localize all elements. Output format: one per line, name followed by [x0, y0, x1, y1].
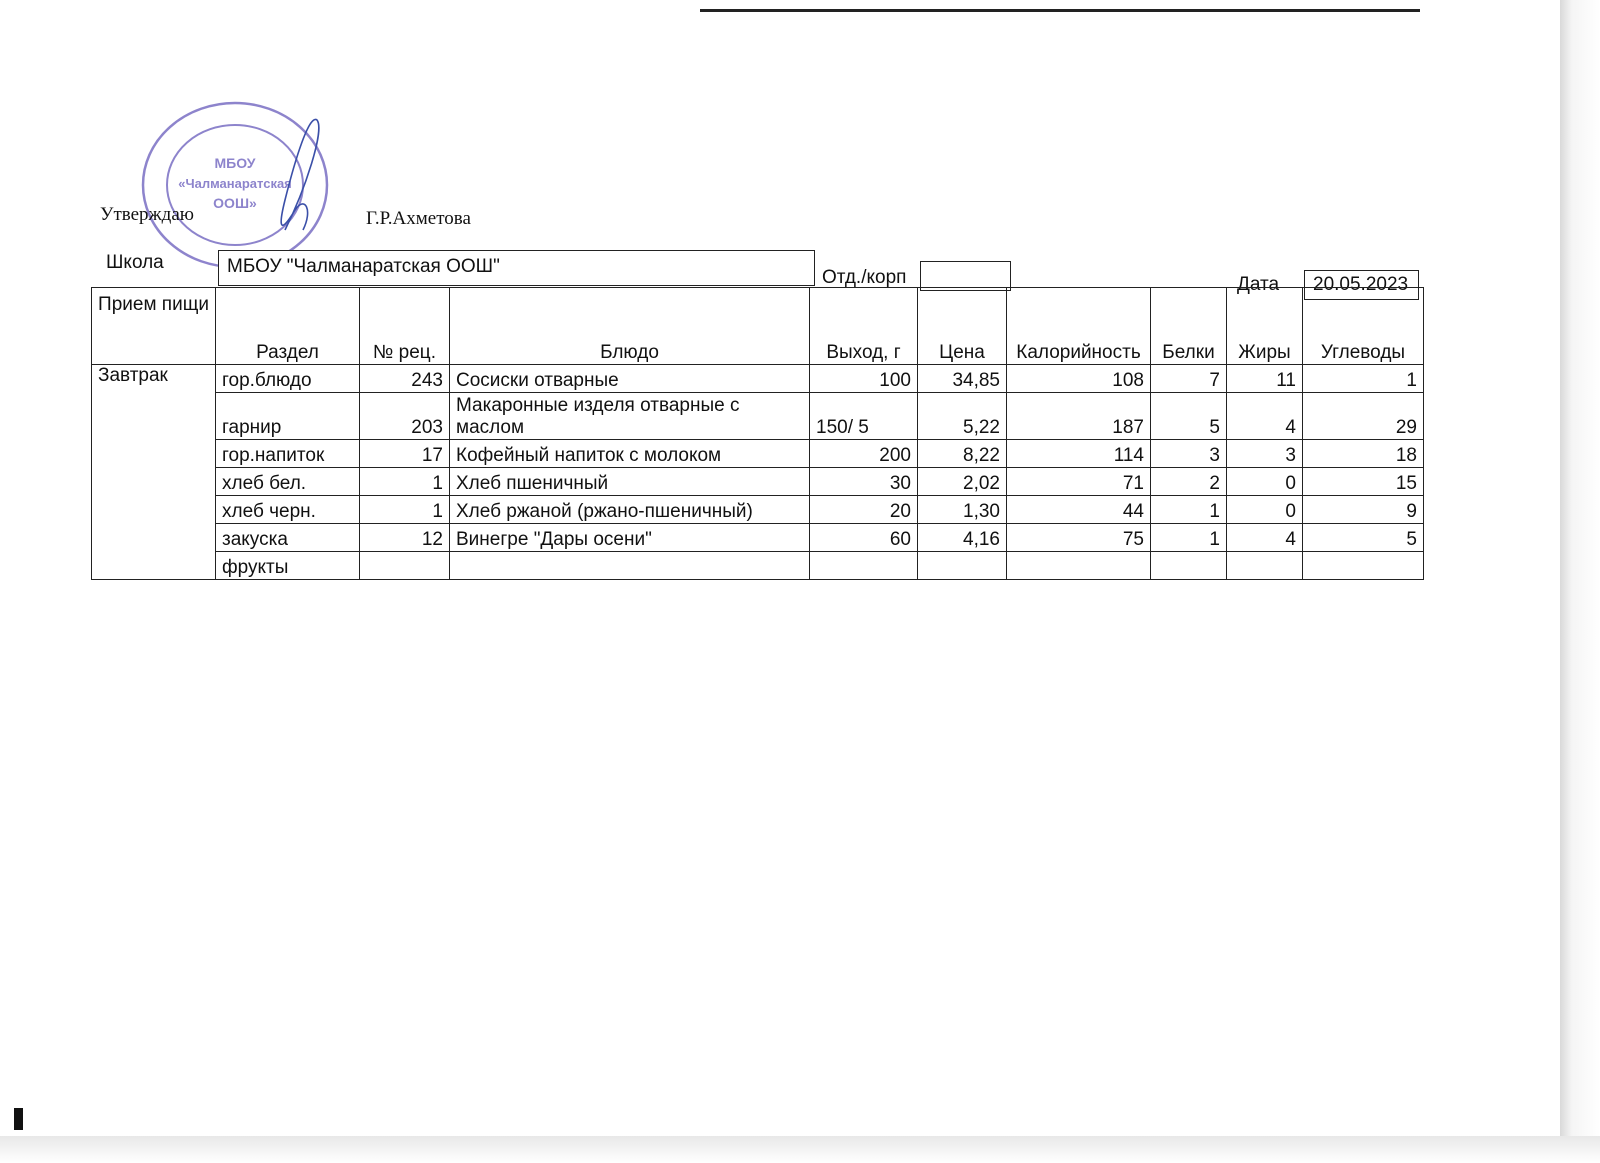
carbs-cell: 15: [1303, 468, 1424, 496]
header-carbs: Углеводы: [1303, 288, 1424, 365]
header-price: Цена: [918, 288, 1007, 365]
menu-table: [91, 287, 1424, 580]
table-row: [92, 365, 1424, 393]
price-cell: 1,30: [918, 496, 1007, 524]
recipe-cell: 12: [360, 524, 450, 552]
dish-cell: Макаронные изделя отварные с маслом: [450, 393, 810, 440]
protein-cell: 2: [1151, 468, 1227, 496]
output-cell: [810, 552, 918, 580]
dish-cell: Кофейный напиток с молоком: [450, 440, 810, 468]
header-recipe: № рец.: [360, 288, 450, 365]
carbs-cell: 9: [1303, 496, 1424, 524]
calories-cell: 108: [1007, 365, 1151, 393]
protein-cell: 1: [1151, 524, 1227, 552]
stamp-line-1: МБОУ: [214, 155, 256, 171]
fat-cell: 4: [1227, 393, 1303, 440]
table-header-row: [92, 288, 1424, 365]
date-field: 20.05.2023: [1304, 270, 1419, 300]
table-row: [92, 552, 1424, 580]
fat-cell: 4: [1227, 524, 1303, 552]
section-cell: гор.блюдо: [216, 365, 360, 393]
calories-cell: 71: [1007, 468, 1151, 496]
school-field: МБОУ "Чалманаратская ООШ": [218, 250, 815, 286]
protein-cell: 3: [1151, 440, 1227, 468]
carbs-cell: 18: [1303, 440, 1424, 468]
dish-cell: Хлеб ржаной (ржано-пшеничный): [450, 496, 810, 524]
calories-cell: 75: [1007, 524, 1151, 552]
carbs-cell: 5: [1303, 524, 1424, 552]
calories-cell: [1007, 552, 1151, 580]
fat-cell: 3: [1227, 440, 1303, 468]
meal-cell: Завтрак: [92, 365, 216, 580]
signature: [281, 119, 319, 230]
output-cell: 20: [810, 496, 918, 524]
header-meal: Прием пищи: [92, 288, 216, 365]
dish-cell: Сосиски отварные: [450, 365, 810, 393]
price-cell: 4,16: [918, 524, 1007, 552]
price-cell: 5,22: [918, 393, 1007, 440]
header-section: Раздел: [216, 288, 360, 365]
table-row: [92, 468, 1424, 496]
signer-name: Г.Р.Ахметова: [366, 208, 471, 229]
section-cell: закуска: [216, 524, 360, 552]
recipe-cell: 1: [360, 496, 450, 524]
section-cell: гор.напиток: [216, 440, 360, 468]
scan-mark: [14, 1108, 23, 1130]
section-cell: фрукты: [216, 552, 360, 580]
header-output: Выход, г: [810, 288, 918, 365]
stamp-line-3: ООШ»: [213, 195, 257, 211]
output-cell: 30: [810, 468, 918, 496]
price-cell: 2,02: [918, 468, 1007, 496]
price-cell: 34,85: [918, 365, 1007, 393]
carbs-cell: 1: [1303, 365, 1424, 393]
header-calories: Калорийность: [1007, 288, 1151, 365]
section-cell: гарнир: [216, 393, 360, 440]
header-protein: Белки: [1151, 288, 1227, 365]
section-cell: хлеб черн.: [216, 496, 360, 524]
table-row: [92, 393, 1424, 440]
price-cell: [918, 552, 1007, 580]
table-row: [92, 440, 1424, 468]
fat-cell: 0: [1227, 468, 1303, 496]
scan-top-edge: [700, 9, 1420, 12]
recipe-cell: 17: [360, 440, 450, 468]
table-row: [92, 496, 1424, 524]
table-row: [92, 524, 1424, 552]
header-fat: Жиры: [1227, 288, 1303, 365]
recipe-cell: 1: [360, 468, 450, 496]
calories-cell: 187: [1007, 393, 1151, 440]
date-label: Дата: [1237, 274, 1280, 295]
carbs-cell: [1303, 552, 1424, 580]
protein-cell: 1: [1151, 496, 1227, 524]
school-label: Школа: [106, 252, 164, 273]
protein-cell: 5: [1151, 393, 1227, 440]
header-dish: Блюдо: [450, 288, 810, 365]
recipe-cell: [360, 552, 450, 580]
protein-cell: [1151, 552, 1227, 580]
fat-cell: 11: [1227, 365, 1303, 393]
output-cell: 150/ 5: [810, 393, 918, 440]
dish-cell: Хлеб пшеничный: [450, 468, 810, 496]
calories-cell: 114: [1007, 440, 1151, 468]
dish-cell: Винегре "Дары осени": [450, 524, 810, 552]
calories-cell: 44: [1007, 496, 1151, 524]
protein-cell: 7: [1151, 365, 1227, 393]
dish-cell: [450, 552, 810, 580]
carbs-cell: 29: [1303, 393, 1424, 440]
output-cell: 200: [810, 440, 918, 468]
school-stamp: [135, 90, 340, 270]
recipe-cell: 243: [360, 365, 450, 393]
department-label: Отд./корп: [822, 267, 907, 288]
scan-bottom-edge: [0, 1136, 1600, 1163]
fat-cell: 0: [1227, 496, 1303, 524]
output-cell: 60: [810, 524, 918, 552]
stamp-line-2: «Чалманаратская: [178, 176, 292, 191]
approve-label: Утверждаю: [100, 204, 194, 225]
section-cell: хлеб бел.: [216, 468, 360, 496]
output-cell: 100: [810, 365, 918, 393]
price-cell: 8,22: [918, 440, 1007, 468]
scan-right-edge: [1560, 0, 1600, 1163]
fat-cell: [1227, 552, 1303, 580]
recipe-cell: 203: [360, 393, 450, 440]
